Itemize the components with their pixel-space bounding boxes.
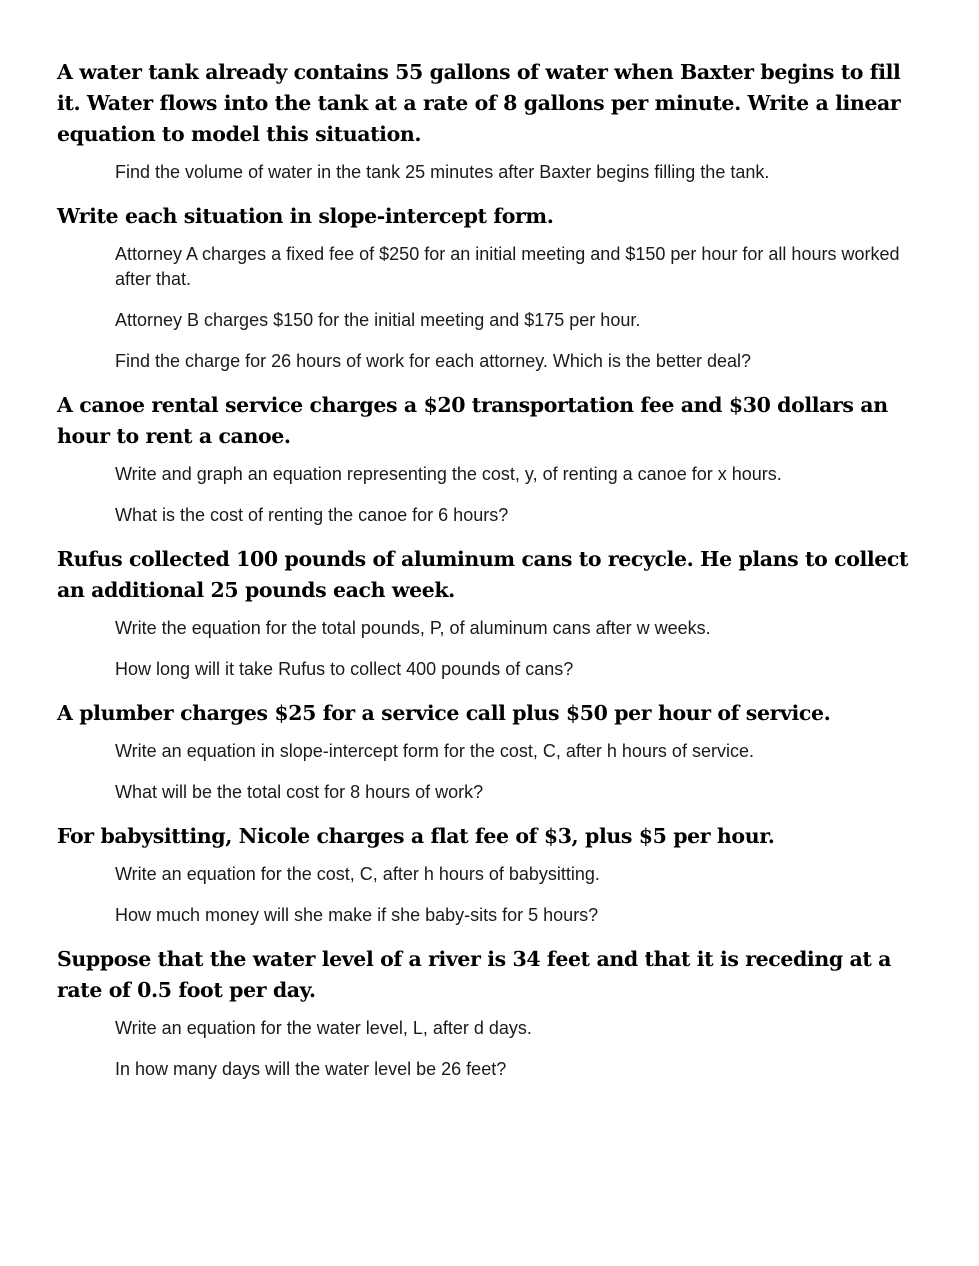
question-text: Write an equation in slope-intercept form for the cost, C, after h hours of service. [115, 741, 754, 761]
problem-heading: A water tank already contains 55 gallons of water when Baxter begins to fill it. Water flows into the tank at a rate of 8 gallons per minute. Write a linear equation to model this situation. [57, 60, 901, 146]
question-text: Find the volume of water in the tank 25 minutes after Baxter begins filling the tank. [115, 162, 770, 182]
question-text: How long will it take Rufus to collect 400 pounds of cans? [115, 659, 574, 679]
question-text: How much money will she make if she baby-sits for 5 hours? [115, 905, 599, 925]
question-text: Write and graph an equation representing the cost, y, of renting a canoe for x hours. [115, 464, 782, 484]
question-text: Attorney B charges $150 for the initial meeting and $175 per hour. [115, 310, 641, 330]
question-text: Write an equation for the water level, L, after d days. [115, 1018, 532, 1038]
problem-heading: Rufus collected 100 pounds of aluminum cans to recycle. He plans to collect an additional 25 pounds each week. [57, 547, 909, 602]
question-text: Find the charge for 26 hours of work for each attorney. Which is the better deal? [115, 351, 752, 371]
problem-heading: A canoe rental service charges a $20 transportation fee and $30 dollars an hour to rent a canoe. [57, 393, 888, 448]
problem-heading: For babysitting, Nicole charges a flat fee of $3, plus $5 per hour. [57, 824, 775, 848]
problem-block [57, 201, 921, 374]
problem-block [57, 821, 921, 928]
problem-heading: A plumber charges $25 for a service call plus $50 per hour of service. [57, 701, 831, 725]
question-text: Write the equation for the total pounds, P, of aluminum cans after w weeks. [115, 618, 711, 638]
problem-block [57, 57, 921, 185]
problem-heading: Write each situation in slope-intercept form. [57, 204, 554, 228]
question-text: In how many days will the water level be 26 feet? [115, 1059, 507, 1079]
question-text: Write an equation for the cost, C, after h hours of babysitting. [115, 864, 600, 884]
problem-block [57, 698, 921, 805]
question-text: What will be the total cost for 8 hours of work? [115, 782, 484, 802]
problem-block [57, 390, 921, 528]
problem-heading: Suppose that the water level of a river is 34 feet and that it is receding at a rate of 0.5 foot per day. [57, 947, 892, 1002]
problem-block [57, 544, 921, 682]
question-text: Attorney A charges a fixed fee of $250 for an initial meeting and $150 per hour for all hours worked after that. [115, 244, 900, 289]
question-text: What is the cost of renting the canoe for 6 hours? [115, 505, 509, 525]
problem-block [57, 944, 921, 1082]
